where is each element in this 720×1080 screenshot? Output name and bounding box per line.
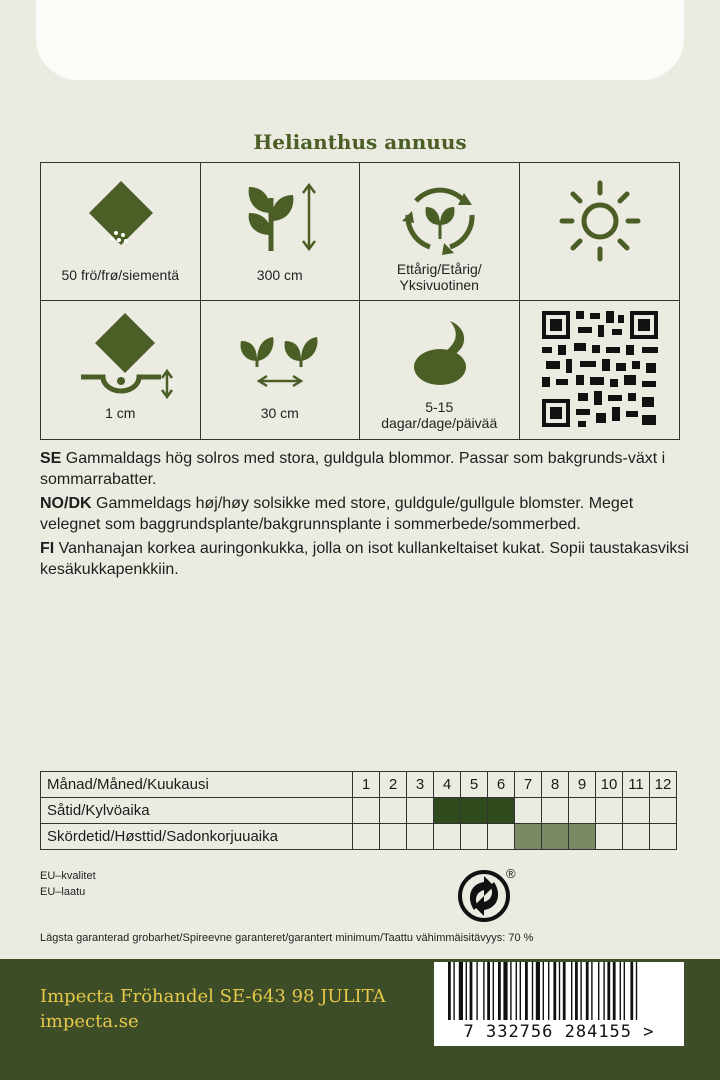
sow-cell — [515, 798, 542, 824]
harvest-cell — [623, 824, 650, 850]
barcode-bar — [543, 962, 544, 1020]
month-6: 6 — [488, 772, 515, 798]
barcode-bar — [459, 962, 463, 1020]
barcode-bar — [630, 962, 633, 1020]
month-header: Månad/Måned/Kuukausi — [41, 772, 353, 798]
harvest-cell — [461, 824, 488, 850]
harvest-cell — [515, 824, 542, 850]
month-3: 3 — [407, 772, 434, 798]
sow-cell — [488, 798, 515, 824]
sowing-label: Såtid/Kylvöaika — [41, 798, 353, 824]
barcode-bar — [607, 962, 610, 1020]
barcode-bar — [476, 962, 477, 1020]
month-8: 8 — [542, 772, 569, 798]
website-link[interactable]: impecta.se — [40, 1011, 139, 1032]
info-icon-grid — [40, 162, 680, 440]
month-5: 5 — [461, 772, 488, 798]
species-name: Helianthus annuus — [253, 130, 467, 154]
seed-count-label: 50 frö/frø/siementä — [61, 267, 179, 283]
sow-cell — [434, 798, 461, 824]
barcode-bar — [559, 962, 560, 1020]
month-7: 7 — [515, 772, 542, 798]
calendar-header-row — [41, 772, 677, 798]
harvest-cell — [542, 824, 569, 850]
barcode-bar — [613, 962, 616, 1020]
barcode-bar — [563, 962, 566, 1020]
barcode-bar — [532, 962, 533, 1020]
sowing-depth-label: 1 cm — [105, 405, 136, 421]
barcode-bar — [470, 962, 473, 1020]
month-10: 10 — [596, 772, 623, 798]
description-no-dk: NO/DK Gammeldags høj/høy solsikke med store, guldgule/gullgule blomster. Meget velegnet som baggrundsplante/bakgrunnsplante i sommerbede/sommerbed. — [40, 495, 634, 533]
harvest-cell — [488, 824, 515, 850]
barcode-bar — [493, 962, 494, 1020]
barcode-number: 7 332756 284155 > — [463, 1022, 655, 1042]
month-12: 12 — [650, 772, 677, 798]
sowing-depth-cell — [41, 301, 201, 439]
sow-cell — [353, 798, 380, 824]
qr-code-icon[interactable] — [520, 301, 680, 440]
growing-calendar — [40, 771, 677, 850]
description-fi: FI Vanhanajan korkea auringonkukka, jolla on isot kullankeltaiset kukat. Sopii taustakasviksi kesäkukkapenkkiin. — [40, 540, 689, 578]
description — [40, 448, 690, 583]
lifecycle-label: Ettårig/Etårig/ Yksivuotinen — [396, 261, 482, 293]
month-4: 4 — [434, 772, 461, 798]
height-label: 300 cm — [256, 267, 303, 283]
harvest-label: Skördetid/Høsttid/Sadonkorjuuaika — [41, 824, 353, 850]
barcode-bar — [487, 962, 490, 1020]
month-11: 11 — [623, 772, 650, 798]
barcode-bar — [624, 962, 625, 1020]
barcode-bar — [466, 962, 467, 1020]
barcode-bar — [536, 962, 540, 1020]
lifecycle-cell — [360, 163, 520, 301]
barcode-bar — [516, 962, 517, 1020]
barcode-bar — [575, 962, 578, 1020]
barcode-bar — [571, 962, 572, 1020]
month-9: 9 — [569, 772, 596, 798]
sow-cell — [407, 798, 434, 824]
sun-cell — [520, 163, 680, 301]
harvest-cell — [569, 824, 596, 850]
month-1: 1 — [353, 772, 380, 798]
harvest-cell — [353, 824, 380, 850]
barcode-bar — [598, 962, 599, 1020]
sow-cell — [542, 798, 569, 824]
qr-cell — [520, 301, 680, 439]
seed-count-cell — [41, 163, 201, 301]
barcode-bar — [510, 962, 511, 1020]
description-se: SE Gammaldags hög solros med stora, guldgula blommor. Passar som bakgrunds-växt i sommarrabatter. — [40, 450, 666, 488]
barcode-bar — [498, 962, 501, 1020]
barcode-bar — [548, 962, 549, 1020]
sow-cell — [380, 798, 407, 824]
barcode-bar — [503, 962, 507, 1020]
barcode-bar — [620, 962, 621, 1020]
harvest-cell — [434, 824, 461, 850]
company-address: Impecta Fröhandel SE-643 98 JULITA — [40, 986, 386, 1007]
harvest-cell — [407, 824, 434, 850]
sow-cell — [596, 798, 623, 824]
month-2: 2 — [380, 772, 407, 798]
height-cell — [201, 163, 361, 301]
harvest-cell — [596, 824, 623, 850]
barcode-bar — [586, 962, 589, 1020]
barcode-bar — [636, 962, 637, 1020]
sow-cell — [461, 798, 488, 824]
eu-quality: EU–kvalitet EU–laatu — [40, 870, 96, 898]
spacing-label: 30 cm — [260, 405, 299, 421]
sun-icon — [520, 163, 680, 302]
barcode-bar — [553, 962, 556, 1020]
barcode-bar — [591, 962, 592, 1020]
sowing-row — [41, 798, 677, 824]
harvest-cell — [380, 824, 407, 850]
barcode-bar — [483, 962, 484, 1020]
harvest-cell — [650, 824, 677, 850]
sow-cell — [623, 798, 650, 824]
barcode-bar — [453, 962, 454, 1020]
harvest-row — [41, 824, 677, 850]
registered-mark: ® — [506, 866, 516, 881]
spacing-cell — [201, 301, 361, 439]
sow-cell — [569, 798, 596, 824]
sow-cell — [650, 798, 677, 824]
germination-guarantee: Lägsta garanterad grobarhet/Spireevne garanteret/garantert minimum/Taattu vähimmäisitävyys: 70 % — [40, 932, 534, 944]
green-dot-recycle-icon — [456, 866, 526, 931]
barcode-bar — [448, 962, 451, 1020]
barcode-bar — [580, 962, 581, 1020]
germination-days-label: 5-15 dagar/dage/päivää — [381, 399, 498, 431]
barcode-bar — [603, 962, 604, 1020]
germination-days-cell — [360, 301, 520, 439]
barcode-bar — [525, 962, 528, 1020]
hang-tab — [36, 0, 684, 80]
barcode-bars — [434, 962, 684, 1020]
barcode-bar — [520, 962, 521, 1020]
